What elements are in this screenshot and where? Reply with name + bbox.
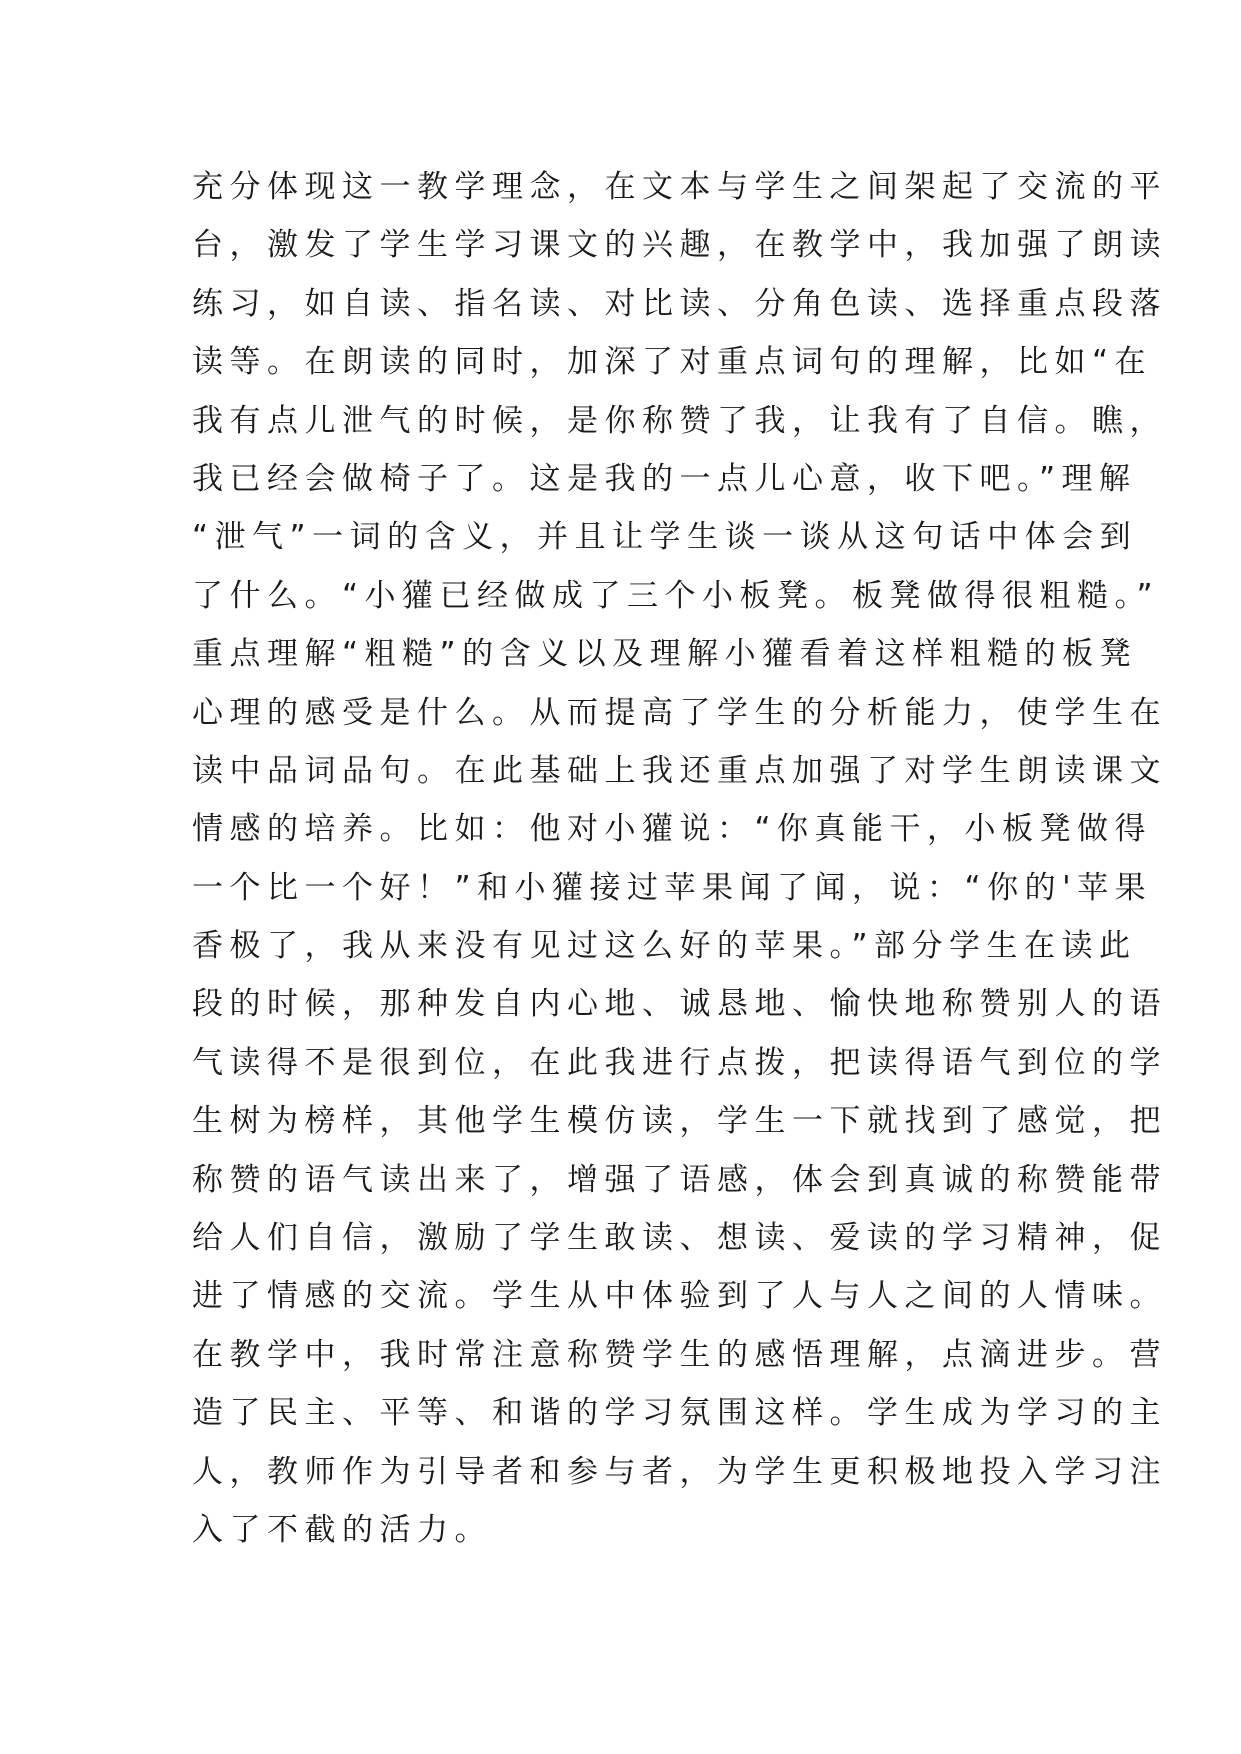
- text-line-16: 气读得不是很到位，在此我进行点拨，把读得语气到位的学: [192, 1044, 1167, 1081]
- text-line-24: 入了不截的活力。: [192, 1511, 492, 1548]
- text-line-11: 读中品词品句。在此基础上我还重点加强了对学生朗读课文: [192, 752, 1167, 789]
- text-line-20: 进了情感的交流。学生从中体验到了人与人之间的人情味。: [192, 1278, 1167, 1315]
- text-line-19: 给人们自信，激励了学生敢读、想读、爱读的学习精神，促: [192, 1220, 1167, 1257]
- text-line-3: 练习，如自读、指名读、对比读、分角色读、选择重点段落: [192, 285, 1167, 322]
- text-line-15: 段的时候，那种发自内心地、诚恳地、愉快地称赞别人的语: [192, 986, 1167, 1023]
- text-line-5: 我有点儿泄气的时候，是你称赞了我，让我有了自信。瞧，: [192, 402, 1167, 439]
- text-line-9: 重点理解“粗糙”的含义以及理解小獾看着这样粗糙的板凳: [192, 636, 1138, 673]
- text-line-1: 充分体现这一教学理念，在文本与学生之间架起了交流的平: [192, 169, 1167, 205]
- text-line-23: 人，教师作为引导者和参与者，为学生更积极地投入学习注: [192, 1453, 1167, 1490]
- text-line-13: 一个比一个好！”和小獾接过苹果闻了闻，说：“你的'苹果: [192, 869, 1153, 906]
- text-line-6: 我已经会做椅子了。这是我的一点儿心意，收下吧。”理解: [192, 460, 1137, 497]
- text-line-21: 在教学中，我时常注意称赞学生的感悟理解，点滴进步。营: [192, 1336, 1167, 1373]
- text-line-8: 了什么。“小獾已经做成了三个小板凳。板凳做得很粗糙。”: [192, 577, 1160, 614]
- body-text: [192, 158, 1167, 1559]
- text-line-12: 情感的培养。比如：他对小獾说：“你真能干，小板凳做得: [192, 811, 1153, 848]
- text-line-4: 读等。在朗读的同时，加深了对重点词句的理解，比如“在: [192, 344, 1153, 381]
- text-line-18: 称赞的语气读出来了，增强了语感，体会到真诚的称赞能带: [192, 1161, 1167, 1198]
- text-line-10: 心理的感受是什么。从而提高了学生的分析能力，使学生在: [192, 694, 1167, 731]
- text-line-17: 生树为榜样，其他学生模仿读，学生一下就找到了感觉，把: [192, 1103, 1167, 1140]
- text-line-14: 香极了，我从来没有见过这么好的苹果。”部分学生在读此: [192, 928, 1137, 965]
- text-line-22: 造了民主、平等、和谐的学习氛围这样。学生成为学习的主: [192, 1395, 1167, 1432]
- text-line-7: “泄气”一词的含义，并且让学生谈一谈从这句话中体会到: [192, 519, 1138, 556]
- text-line-2: 台，激发了学生学习课文的兴趣，在教学中，我加强了朗读: [192, 227, 1167, 264]
